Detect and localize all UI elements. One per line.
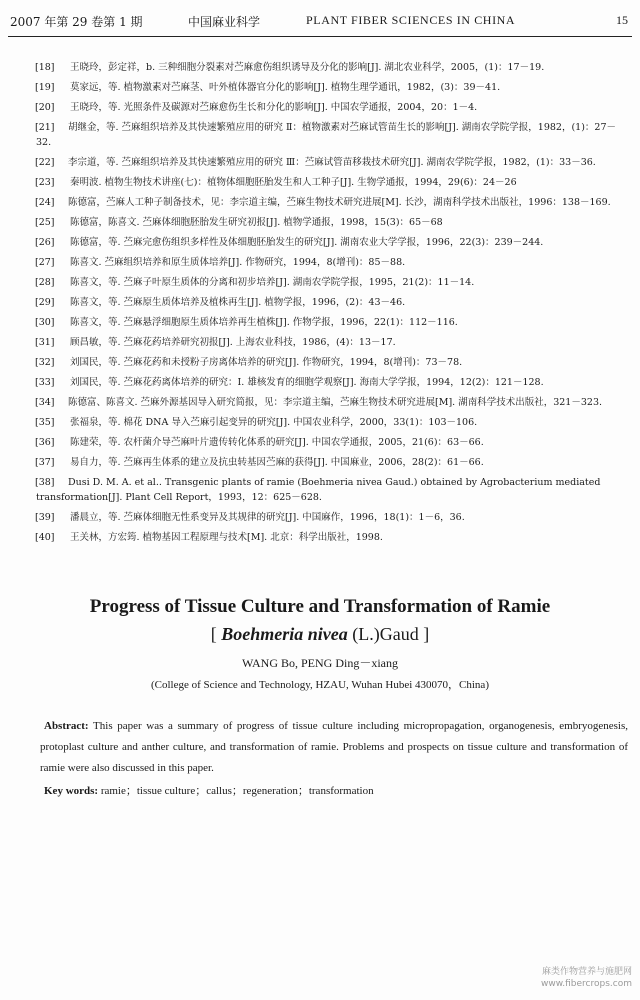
abstract-text: This paper was a summary of progress of tissue culture including micropropagation, organogenesis, embryogenesis, protoplast culture and anther culture, and transformation of ramie. Problems and prospects on tissue culture and transformation of ramie were also discussed in this paper. xyxy=(40,720,628,774)
reference-text: 刘国民，等. 苎麻花药离体培养的研究：Ⅰ. 雄核发育的细胞学观察[J]. 海南大学学报，1994，12(2)：121－128. xyxy=(70,377,544,388)
reference-number: [18] xyxy=(35,62,55,73)
reference-item xyxy=(0,510,640,525)
reference-text: 王关林，方宏筠. 植物基因工程原理与技术[M]. 北京：科学出版社，1998. xyxy=(70,532,383,543)
reference-text: 陈喜文，等. 苎麻原生质体培养及植株再生[J]. 植物学报，1996，(2)：43－46. xyxy=(70,297,406,308)
reference-number: [28] xyxy=(35,277,55,288)
reference-number: [24] xyxy=(35,197,55,208)
reference-item xyxy=(0,355,640,370)
reference-item xyxy=(0,120,640,150)
watermark-url: www.fibercrops.com xyxy=(541,979,632,989)
header-divider xyxy=(8,36,632,37)
reference-number: [27] xyxy=(35,257,55,268)
reference-number: [26] xyxy=(35,237,55,248)
reference-item xyxy=(0,195,640,210)
affiliation: (College of Science and Technology, HZAU, Wuhan Hubei 430070，China) xyxy=(151,679,489,691)
reference-item xyxy=(0,100,640,115)
reference-number: [35] xyxy=(35,417,55,428)
journal-issue: 2007 年第 29 卷第 1 期 xyxy=(10,15,143,29)
reference-item xyxy=(0,435,640,450)
reference-text: 潘晨立，等. 苎麻体细胞无性系变异及其规律的研究[J]. 中国麻作，1996，18(1)：1－6，36. xyxy=(70,512,465,523)
reference-item xyxy=(0,215,640,230)
reference-number: [29] xyxy=(35,297,55,308)
reference-item xyxy=(0,255,640,270)
reference-item xyxy=(0,155,640,170)
reference-text: 易自力，等. 苎麻再生体系的建立及抗虫转基因苎麻的获得[J]. 中国麻业，2006，28(2)：61－66. xyxy=(70,457,484,468)
reference-number: [23] xyxy=(35,177,55,188)
reference-text: 刘国民，等. 苎麻花药和未授粉子房离体培养的研究[J]. 作物研究，1994，8(增刊)：73－78. xyxy=(70,357,463,368)
reference-text: 顾昌敏，等. 苎麻花药培养研究初报[J]. 上海农业科技，1986，(4)：13－17. xyxy=(70,337,396,348)
reference-text: 王晓玲，彭定祥，b. 三种细胞分裂素对苎麻愈伤组织诱导及分化的影响[J]. 湖北农业科学，2005，(1)：17－19. xyxy=(70,62,545,73)
reference-text: 胡继金，等. 苎麻组织培养及其快速繁殖应用的研究 Ⅱ：植物激素对苎麻试管苗生长的影响[J]. 湖南农学院学报，1982，(1)：27－32. xyxy=(36,122,617,148)
reference-item xyxy=(0,530,640,545)
reference-list xyxy=(0,60,640,550)
abstract xyxy=(40,716,628,779)
reference-item xyxy=(0,315,640,330)
reference-number: [19] xyxy=(35,82,55,93)
reference-number: [21] xyxy=(35,122,55,133)
journal-title-en: PLANT FIBER SCIENCES IN CHINA xyxy=(306,13,516,27)
keywords-label: Key words: xyxy=(44,785,99,797)
species-name: Boehmeria nivea xyxy=(221,624,348,644)
keywords xyxy=(44,782,624,798)
reference-item xyxy=(0,80,640,95)
reference-number: [22] xyxy=(35,157,55,168)
keywords-text: ramie；tissue culture；callus；regeneration；transformation xyxy=(100,785,374,797)
reference-number: [39] xyxy=(35,512,55,523)
subtitle-close-bracket: ] xyxy=(423,624,430,644)
reference-item xyxy=(0,275,640,290)
reference-text: 张福泉，等. 棉花 DNA 导入苎麻引起变异的研究[J]. 中国农业科学，2000，33(1)：103－106. xyxy=(70,417,478,428)
reference-item xyxy=(0,455,640,470)
reference-text: 王晓玲，等. 光照条件及碳源对苎麻愈伤生长和分化的影响[J]. 中国农学通报，2004，20：1－4. xyxy=(70,102,478,113)
reference-number: [20] xyxy=(35,102,55,113)
reference-text: 陈喜文. 苎麻组织培养和原生质体培养[J]. 作物研究，1994，8(增刊)：85－88. xyxy=(70,257,406,268)
reference-text: 陈建荣，等. 农杆菌介导苎麻叶片遗传转化体系的研究[J]. 中国农学通报，2005，21(6)：63－66. xyxy=(70,437,484,448)
reference-item xyxy=(0,335,640,350)
reference-text: Dusi D. M. A. et al.. Transgenic plants of ramie (Boehmeria nivea Gaud.) obtained by Agrobacterium mediated transformation[J]. Plant Cell Report，1993，12：625－628. xyxy=(36,477,601,503)
species-authority: (L.)Gaud xyxy=(352,624,419,644)
reference-text: 陈德富、陈喜文. 苎麻外源基因导入研究简报，见：李宗道主编，苎麻生物技术研究进展[M]. 湖南科学技术出版社，321－323. xyxy=(68,397,603,408)
reference-number: [37] xyxy=(35,457,55,468)
reference-text: 李宗道，等. 苎麻组织培养及其快速繁殖应用的研究 Ⅲ：苎麻试管苗移栽技术研究[J]. 湖南农学院学报，1982，(1)：33－36. xyxy=(68,157,596,168)
reference-item xyxy=(0,235,640,250)
reference-item xyxy=(0,375,640,390)
reference-text: 陈德富，苎麻人工种子制备技术，见：李宗道主编，苎麻生物技术研究进展[M]. 长沙，湖南科学技术出版社，1996：138－169. xyxy=(68,197,611,208)
reference-number: [34] xyxy=(35,397,55,408)
article-title: Progress of Tissue Culture and Transformation of Ramie xyxy=(89,596,551,617)
reference-text: 陈喜文，等. 苎麻子叶原生质体的分离和初步培养[J]. 湖南农学院学报，1995，21(2)：11－14. xyxy=(70,277,475,288)
subtitle-open-bracket: [ xyxy=(210,624,217,644)
reference-item xyxy=(0,295,640,310)
article-subtitle xyxy=(0,624,640,645)
reference-text: 陈喜文，等. 苎麻悬浮细胞原生质体培养再生植株[J]. 作物学报，1996，22(1)：112－116. xyxy=(70,317,458,328)
running-header xyxy=(0,0,640,38)
journal-title-cn: 中国麻业科学 xyxy=(188,15,261,29)
reference-number: [40] xyxy=(35,532,55,543)
page-number: 15 xyxy=(616,13,628,27)
reference-item xyxy=(0,395,640,410)
reference-number: [31] xyxy=(35,337,55,348)
abstract-label: Abstract: xyxy=(44,720,89,732)
reference-item xyxy=(0,175,640,190)
reference-text: 陈德富，等. 苎麻完愈伤组织多样性及体细胞胚胎发生的研究[J]. 湖南农业大学学报，1996，22(3)：239－244. xyxy=(70,237,544,248)
reference-number: [25] xyxy=(35,217,55,228)
reference-number: [30] xyxy=(35,317,55,328)
reference-item xyxy=(0,415,640,430)
reference-number: [38] xyxy=(35,477,55,488)
reference-number: [36] xyxy=(35,437,55,448)
reference-text: 陈德富，陈喜文. 苎麻体细胞胚胎发生研究初报[J]. 植物学通报，1998，15(3)：65－68 xyxy=(70,217,443,228)
watermark-title: 麻类作物营养与施肥网 xyxy=(541,967,632,977)
site-watermark xyxy=(541,966,632,990)
reference-item xyxy=(0,60,640,75)
authors: WANG Bo, PENG Ding－xiang xyxy=(242,656,398,670)
reference-text: 秦明波. 植物生物技术讲座(七)：植物体细胞胚胎发生和人工种子[J]. 生物学通报，1994，29(6)：24－26 xyxy=(70,177,517,188)
reference-item xyxy=(0,475,640,505)
reference-text: 莫家远，等. 植物激素对苎麻茎、叶外植体器官分化的影响[J]. 植物生理学通讯，1982，(3)：39－41. xyxy=(70,82,501,93)
reference-number: [32] xyxy=(35,357,55,368)
reference-number: [33] xyxy=(35,377,55,388)
